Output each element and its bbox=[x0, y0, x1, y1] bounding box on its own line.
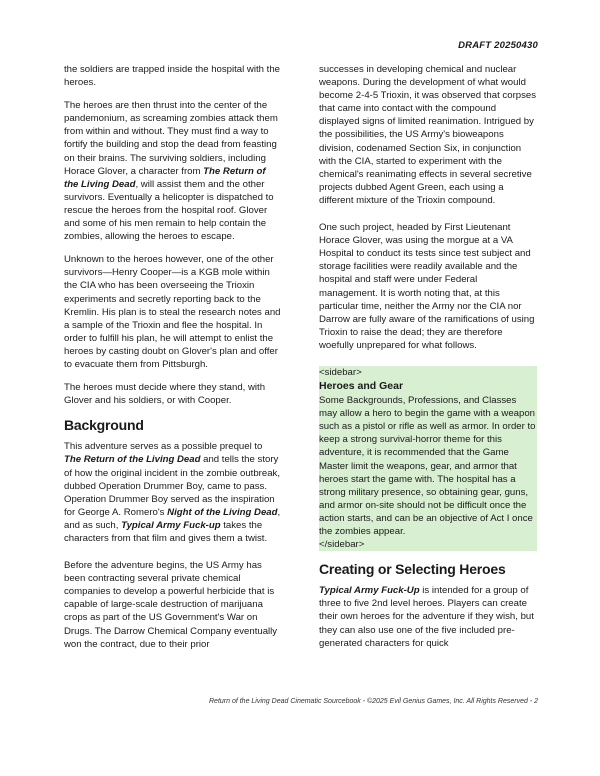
paragraph: Unknown to the heroes however, one of the other survivors—Henry Cooper—is a KGB mole within the CIA who has been overseeing the Trioxin experiments and secretly reporting back to the Kremlin. His plan is to steal the research notes and a sample of the Trioxin and flee the hospital. In order to fulfill his plan, he will attempt to enlist the heroes by casting doubt on Glover's plan and offer to evacuate them from Pittsburgh. bbox=[64, 254, 281, 370]
page-footer: Return of the Living Dead Cinematic Sourcebook - ©2025 Evil Genius Games, Inc. All Rights Reserved - 2 bbox=[209, 698, 538, 705]
heading-creating-heroes: Creating or Selecting Heroes bbox=[319, 561, 506, 578]
paragraph: The heroes are then thrust into the center of the pandemonium, as screaming zombies attack them from within and without. They must find a way to fortify the building and stop the dead from feasting on their brains. The surviving soldiers, including Horace Glover, a character from The Return of the Living Dead, will assist them and the other survivors. Eventually a helicopter is dispatched to rescue the heroes from the hospital roof. Glover and some of his men remain to help contain the zombies, allowing the heroes to escape. bbox=[64, 100, 278, 243]
paragraph: Before the adventure begins, the US Army has been contracting several private chemical companies to develop a powerful herbicide that is capable of large-scale destruction of marijuana crops as part of the US Government's War on Drugs. The Darrow Chemical Company eventually won the contract, due to their prior bbox=[64, 560, 278, 650]
right-column bbox=[319, 63, 537, 660]
sidebar-open-tag: <sidebar> bbox=[319, 366, 362, 378]
paragraph: The heroes must decide where they stand, with Glover and his soldiers, or with Cooper. bbox=[64, 382, 266, 407]
paragraph: This adventure serves as a possible prequel to The Return of the Living Dead and tells the story of how the original incident in the zombie outbreak, dubbed Operation Drummer Boy, came to pass. Operation Drummer Boy served as the inspiration for George A. Romero's Night of the Living Dead, and as such, Typical Army Fuck-up takes the characters from that film and gives them a twist. bbox=[64, 441, 281, 544]
paragraph: One such project, headed by First Lieutenant Horace Glover, was using the morgue at a VA Hospital to conduct its tests since test subject and storage facilities were readily available and the hospital and staff were under Federal management. It is worth noting that, at this particular time, neither the Army nor the CIA nor Darrow are fully aware of the ramifications of using Trioxin to raise the dead; they are therefore woefully unprepared for what follows. bbox=[319, 222, 535, 351]
paragraph: Typical Army Fuck-Up is intended for a group of three to five 2nd level heroes. Players can create their own heroes for the adventure if they wish, but they can also use one of the five included pre-generated characters for quick bbox=[319, 585, 534, 649]
sidebar-box bbox=[319, 366, 537, 551]
draft-label: DRAFT 20250430 bbox=[458, 40, 538, 51]
heading-background: Background bbox=[64, 417, 144, 434]
paragraph: the soldiers are trapped inside the hospital with the heroes. bbox=[64, 64, 280, 89]
sidebar-close-tag: </sidebar> bbox=[319, 539, 365, 551]
sidebar-body: Some Backgrounds, Professions, and Classes may allow a hero to begin the game with a weapon such as a pistol or rifle as well as armor. In order to keep a strong survival-horror theme for this adventure, it is recommended that the Game Master limit the weapons, gear, and armor that heroes start the game with. The hospital has a strong military presence, so obtaining gear, guns, and armor on-site should not be difficult once the action starts, and can be an objective of Act I once the zombies appear. bbox=[319, 395, 536, 537]
sidebar-title: Heroes and Gear bbox=[319, 380, 404, 393]
left-column bbox=[64, 63, 282, 661]
paragraph: successes in developing chemical and nuclear weapons. During the development of what would become 2-4-5 Trioxin, it was observed that corpses that came into contact with the compound displayed signs of limited reanimation. Intrigued by the possibilities, the US Army's bioweapons division, codenamed Section Six, in conjunction with the CIA, started to experiment with the chemical's reanimating effects in several secretive projects dubbed Agent Green, each using a different mixture of the Trioxin compound. bbox=[319, 64, 537, 206]
